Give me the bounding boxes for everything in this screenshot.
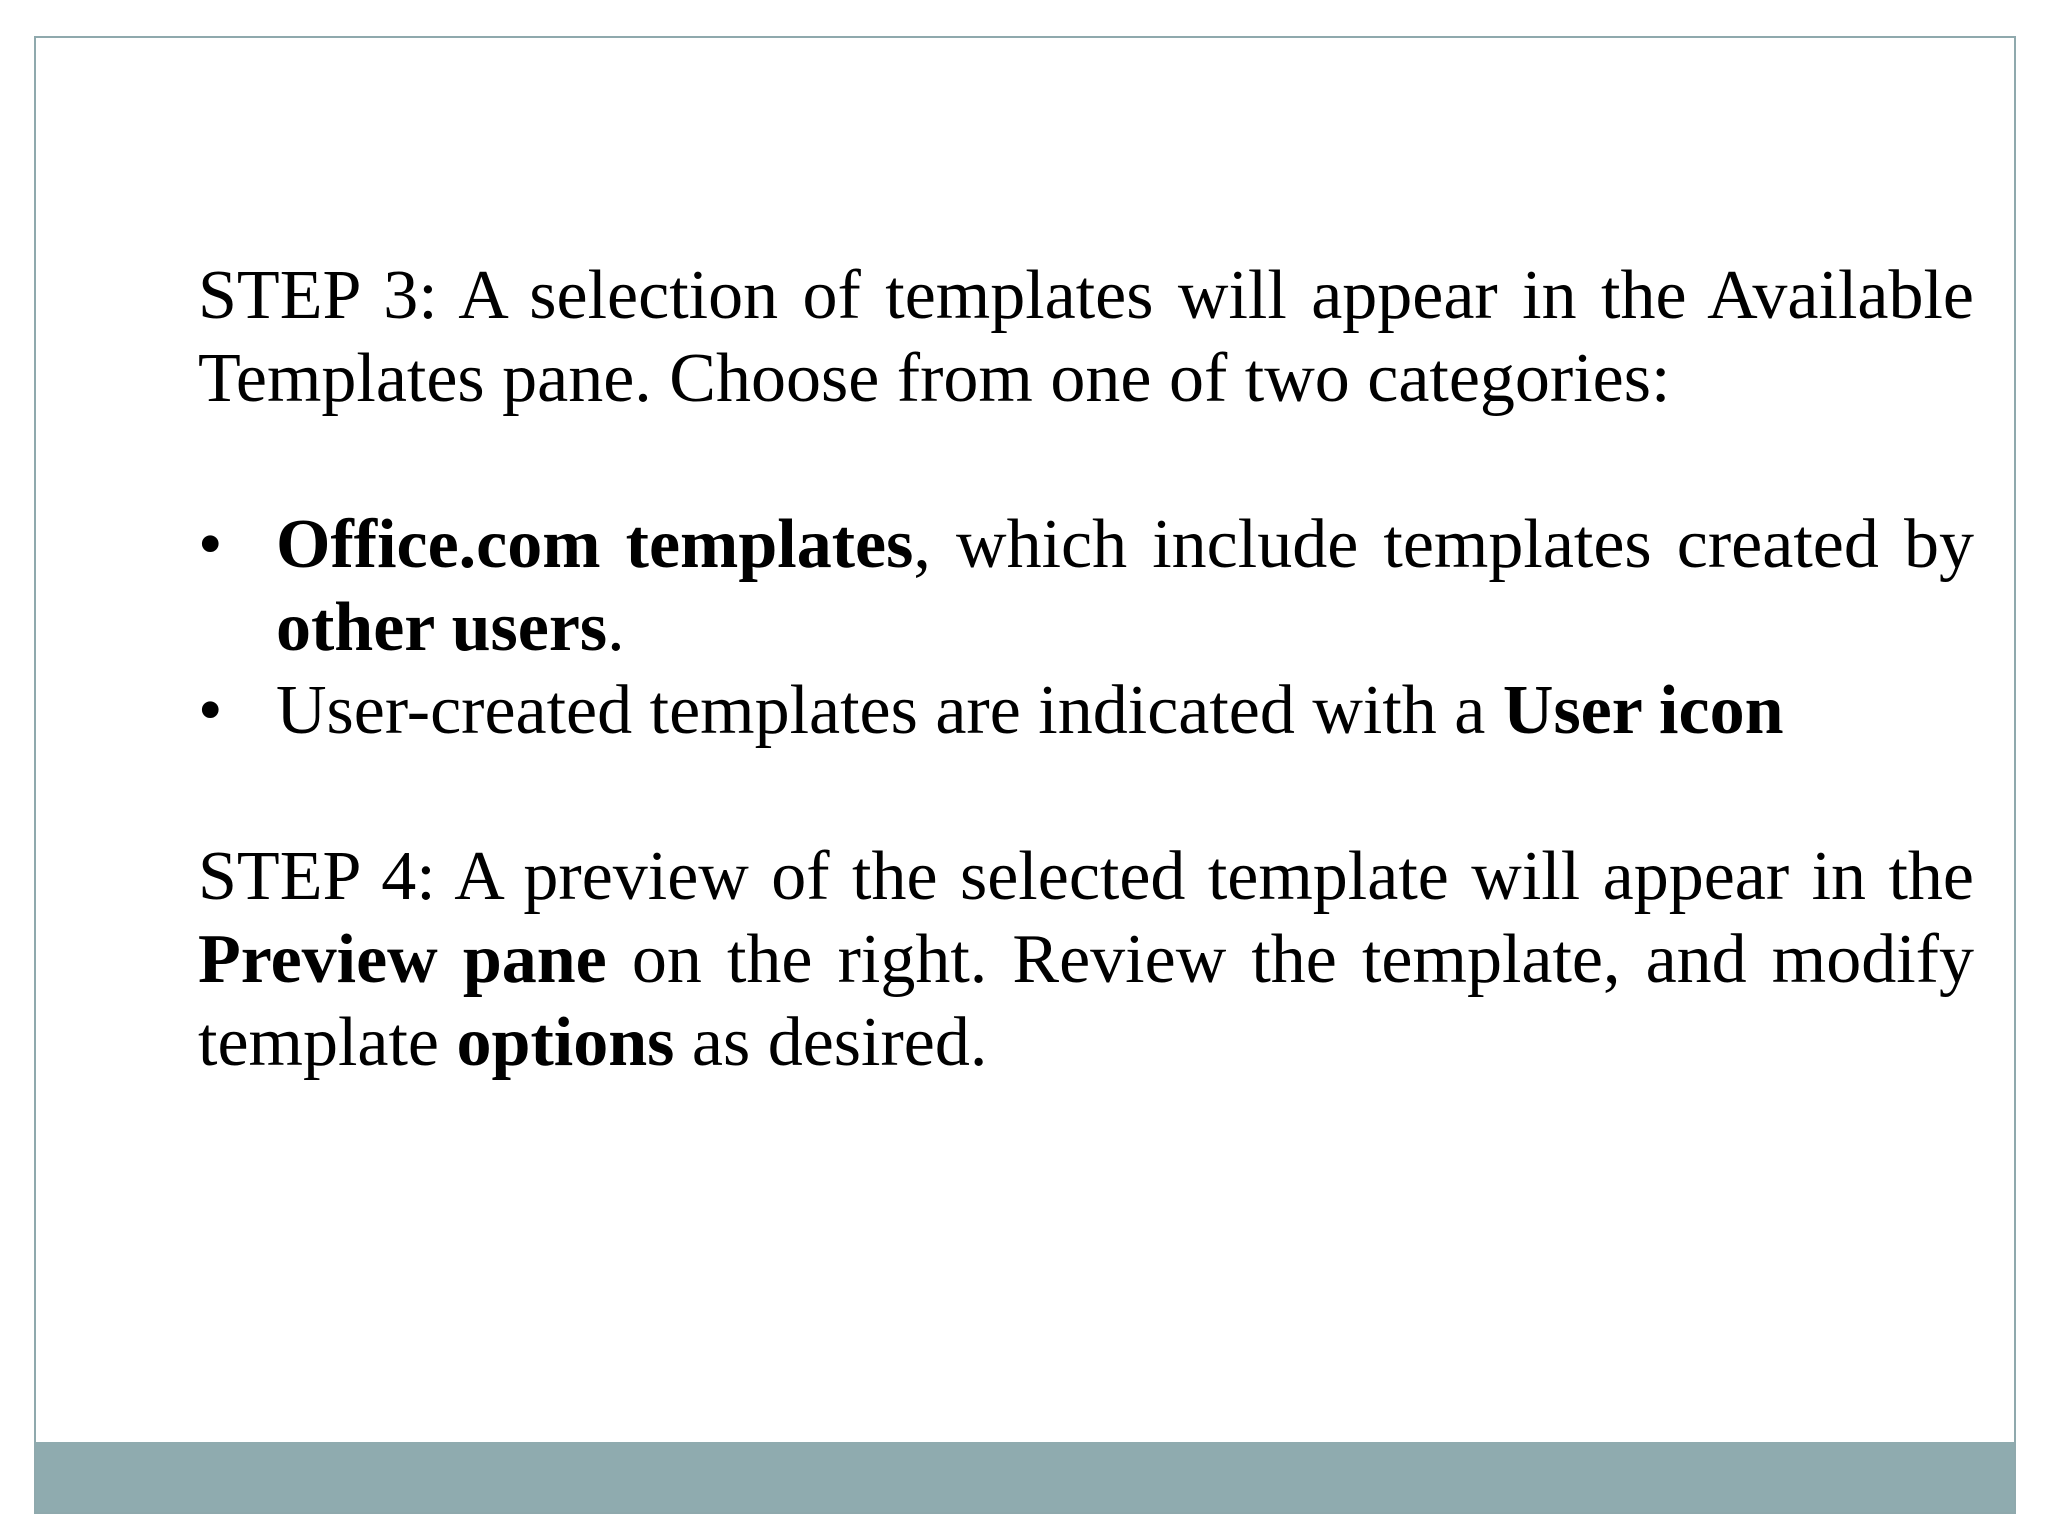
step-3-paragraph <box>198 254 1974 420</box>
period: . <box>607 589 625 666</box>
slide-content <box>198 254 1974 1084</box>
spacer <box>198 752 1974 835</box>
options-label: options <box>456 1004 675 1081</box>
spacer <box>198 420 1974 503</box>
preview-pane-label: Preview pane <box>198 921 607 998</box>
bullet-icon: • <box>198 672 223 749</box>
list-item-user-created <box>198 669 1974 752</box>
step-4-text-3: as desired. <box>674 1004 988 1081</box>
slide-frame <box>34 36 2016 1514</box>
office-templates-label: Office.com templates <box>276 506 914 583</box>
bullet-icon: • <box>198 506 223 583</box>
step-4-text-1: STEP 4: A preview of the selected template will appear in the <box>198 838 1974 915</box>
footer-bar <box>36 1442 2014 1512</box>
step-3-text: STEP 3: A selection of templates will appear in the Available Templates pane. Choose from one of two categories: <box>198 257 1974 417</box>
user-created-desc: User-created templates are indicated with a <box>276 672 1503 749</box>
template-categories-list <box>198 503 1974 752</box>
other-users-label: other users <box>276 589 608 666</box>
step-4-paragraph <box>198 835 1974 1084</box>
office-templates-desc: , which include templates created by <box>913 506 1974 583</box>
user-icon-label: User icon <box>1502 672 1784 749</box>
step-4-text-2: on the right. Review the template, and modify template <box>198 921 1974 1081</box>
list-item-office-templates <box>198 503 1974 669</box>
